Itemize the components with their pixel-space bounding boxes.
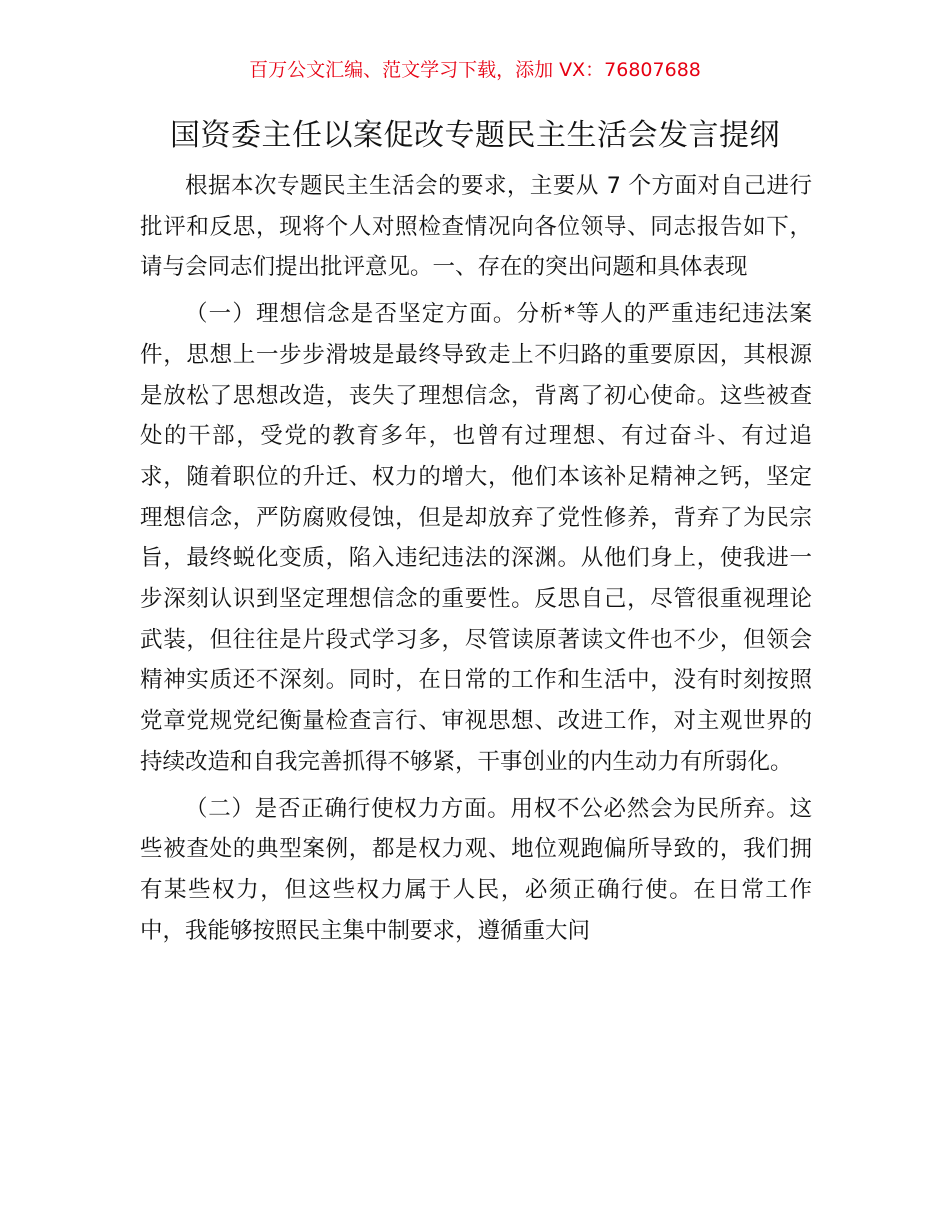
header-banner: 百万公文汇编、范文学习下载，添加 VX：76807688 <box>249 59 701 81</box>
paragraph-section-1: （一）理想信念是否坚定方面。分析*等人的严重违纪违法案件，思想上一步步滑坡是最终导致走上不归路的重要原因，其根源是放松了思想改造，丧失了理想信念，背离了初心使命。这些被查处的干部，受党的教育多年，也曾有过理想、有过奋斗、有过追求，随着职位的升迁、权力的增大，他们本该补足精神之钙，坚定理想信念，严防腐败侵蚀，但是却放弃了党性修养，背弃了为民宗旨，最终蜕化变质，陷入违纪违法的深渊。从他们身上，使我进一步深刻认识到坚定理想信念的重要性。反思自己，尽管很重视理论武装，但往往是片段式学习多，尽管读原著读文件也不少，但领会精神实质还不深刻。同时，在日常的工作和生活中，没有时刻按照党章党规党纪衡量检查言行、审视思想、改进工作，对主观世界的持续改造和自我完善抓得不够紧，干事创业的内生动力有所弱化。 <box>140 301 812 775</box>
document-title: 国资委主任以案促改专题民主生活会发言提纲 <box>170 118 780 153</box>
paragraph-intro: 根据本次专题民主生活会的要求，主要从 7 个方面对自己进行批评和反思，现将个人对照检查情况向各位领导、同志报告如下，请与会同志们提出批评意见。一、存在的突出问题和具体表现 <box>140 173 812 281</box>
document-body <box>140 166 812 951</box>
paragraph-section-2: （二）是否正确行使权力方面。用权不公必然会为民所弃。这些被查处的典型案例，都是权力观、地位观跑偏所导致的，我们拥有某些权力，但这些权力属于人民，必须正确行使。在日常工作中，我能够按照民主集中制要求，遵循重大问 <box>140 795 812 944</box>
